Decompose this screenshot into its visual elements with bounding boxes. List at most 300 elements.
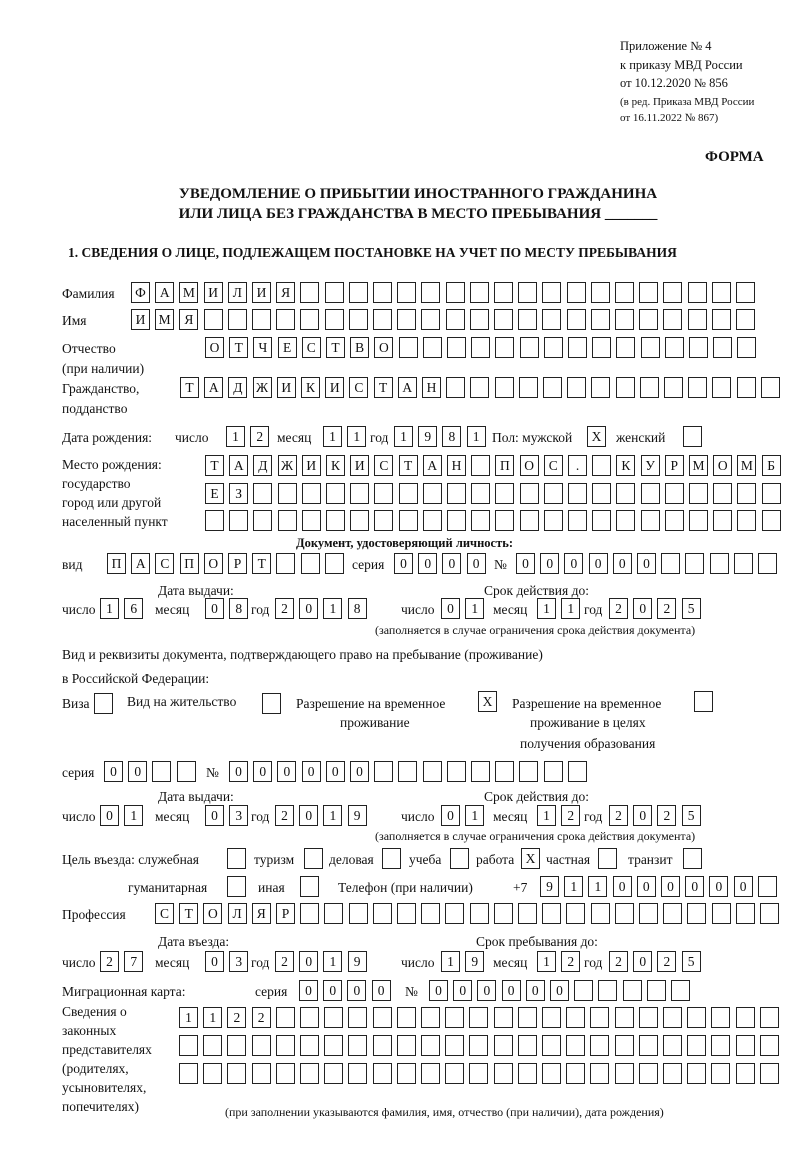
- letter-cell[interactable]: [647, 980, 666, 1001]
- letter-cell[interactable]: [712, 282, 731, 303]
- letter-cell[interactable]: [663, 282, 682, 303]
- letter-cell[interactable]: [664, 377, 683, 398]
- letter-cell[interactable]: [760, 1063, 779, 1084]
- letter-cell[interactable]: 8: [229, 598, 248, 619]
- letter-cell[interactable]: [373, 1063, 392, 1084]
- letter-cell[interactable]: [566, 1063, 585, 1084]
- letter-cell[interactable]: 0: [104, 761, 123, 782]
- letter-cell[interactable]: [736, 1063, 755, 1084]
- letter-cell[interactable]: [276, 553, 295, 574]
- letter-cell[interactable]: [471, 483, 490, 504]
- letter-cell[interactable]: 0: [205, 951, 224, 972]
- letter-cell[interactable]: Т: [179, 903, 198, 924]
- letter-cell[interactable]: О: [204, 553, 223, 574]
- letter-cell[interactable]: 9: [348, 951, 367, 972]
- letter-cell[interactable]: 6: [124, 598, 143, 619]
- letter-cell[interactable]: 1: [537, 598, 556, 619]
- letter-cell[interactable]: [276, 309, 295, 330]
- letter-cell[interactable]: [421, 282, 440, 303]
- letter-cell[interactable]: 2: [609, 805, 628, 826]
- letter-cell[interactable]: [399, 510, 418, 531]
- letter-cell[interactable]: [447, 483, 466, 504]
- letter-cell[interactable]: А: [423, 455, 442, 476]
- letter-cell[interactable]: [276, 1063, 295, 1084]
- letter-cell[interactable]: [685, 553, 704, 574]
- letter-cell[interactable]: 1: [100, 598, 119, 619]
- letter-cell[interactable]: [544, 510, 563, 531]
- letter-cell[interactable]: [470, 309, 489, 330]
- letter-cell[interactable]: [665, 510, 684, 531]
- letter-cell[interactable]: [300, 903, 319, 924]
- letter-cell[interactable]: [423, 483, 442, 504]
- letter-cell[interactable]: [519, 377, 538, 398]
- letter-cell[interactable]: [574, 980, 593, 1001]
- letter-cell[interactable]: И: [277, 377, 296, 398]
- letter-cell[interactable]: [736, 1035, 755, 1056]
- letter-cell[interactable]: Ж: [253, 377, 272, 398]
- letter-cell[interactable]: [494, 309, 513, 330]
- letter-cell[interactable]: [543, 377, 562, 398]
- letter-cell[interactable]: [713, 337, 732, 358]
- letter-cell[interactable]: [641, 510, 660, 531]
- letter-cell[interactable]: [712, 309, 731, 330]
- letter-cell[interactable]: [252, 1063, 271, 1084]
- letter-cell[interactable]: 0: [637, 553, 656, 574]
- checkbox-cell[interactable]: X: [521, 848, 540, 869]
- letter-cell[interactable]: [639, 1035, 658, 1056]
- letter-cell[interactable]: А: [204, 377, 223, 398]
- letter-cell[interactable]: Я: [276, 282, 295, 303]
- letter-cell[interactable]: [592, 337, 611, 358]
- letter-cell[interactable]: О: [520, 455, 539, 476]
- letter-cell[interactable]: 2: [275, 598, 294, 619]
- letter-cell[interactable]: [542, 1035, 561, 1056]
- letter-cell[interactable]: [301, 553, 320, 574]
- letter-cell[interactable]: [615, 903, 634, 924]
- letter-cell[interactable]: [661, 553, 680, 574]
- letter-cell[interactable]: [470, 282, 489, 303]
- letter-cell[interactable]: 0: [205, 598, 224, 619]
- letter-cell[interactable]: [177, 761, 196, 782]
- checkbox-cell[interactable]: [300, 876, 319, 897]
- letter-cell[interactable]: [326, 510, 345, 531]
- letter-cell[interactable]: [349, 282, 368, 303]
- letter-cell[interactable]: М: [179, 282, 198, 303]
- letter-cell[interactable]: [495, 377, 514, 398]
- letter-cell[interactable]: [689, 483, 708, 504]
- letter-cell[interactable]: [229, 510, 248, 531]
- letter-cell[interactable]: [374, 483, 393, 504]
- letter-cell[interactable]: 0: [277, 761, 296, 782]
- letter-cell[interactable]: [470, 903, 489, 924]
- letter-cell[interactable]: 0: [299, 598, 318, 619]
- letter-cell[interactable]: Д: [253, 455, 272, 476]
- letter-cell[interactable]: Т: [229, 337, 248, 358]
- letter-cell[interactable]: [542, 309, 561, 330]
- letter-cell[interactable]: [520, 337, 539, 358]
- letter-cell[interactable]: [397, 282, 416, 303]
- letter-cell[interactable]: [639, 282, 658, 303]
- letter-cell[interactable]: Н: [447, 455, 466, 476]
- letter-cell[interactable]: 2: [100, 951, 119, 972]
- letter-cell[interactable]: [615, 309, 634, 330]
- letter-cell[interactable]: 0: [685, 876, 704, 897]
- letter-cell[interactable]: 1: [561, 598, 580, 619]
- letter-cell[interactable]: [397, 309, 416, 330]
- letter-cell[interactable]: 2: [275, 951, 294, 972]
- checkbox-cell[interactable]: [382, 848, 401, 869]
- letter-cell[interactable]: [423, 761, 442, 782]
- letter-cell[interactable]: [616, 377, 635, 398]
- letter-cell[interactable]: К: [326, 455, 345, 476]
- letter-cell[interactable]: 0: [633, 951, 652, 972]
- letter-cell[interactable]: И: [204, 282, 223, 303]
- checkbox-cell[interactable]: [598, 848, 617, 869]
- letter-cell[interactable]: [688, 282, 707, 303]
- letter-cell[interactable]: [348, 1007, 367, 1028]
- letter-cell[interactable]: С: [544, 455, 563, 476]
- letter-cell[interactable]: Н: [422, 377, 441, 398]
- letter-cell[interactable]: А: [398, 377, 417, 398]
- letter-cell[interactable]: [421, 1063, 440, 1084]
- letter-cell[interactable]: 1: [537, 805, 556, 826]
- letter-cell[interactable]: [227, 1063, 246, 1084]
- letter-cell[interactable]: [518, 903, 537, 924]
- letter-cell[interactable]: 0: [100, 805, 119, 826]
- letter-cell[interactable]: 1: [124, 805, 143, 826]
- letter-cell[interactable]: [397, 1007, 416, 1028]
- checkbox-cell[interactable]: [227, 876, 246, 897]
- letter-cell[interactable]: [688, 309, 707, 330]
- letter-cell[interactable]: [615, 1063, 634, 1084]
- letter-cell[interactable]: И: [252, 282, 271, 303]
- letter-cell[interactable]: [520, 510, 539, 531]
- letter-cell[interactable]: [760, 903, 779, 924]
- letter-cell[interactable]: Ф: [131, 282, 150, 303]
- letter-cell[interactable]: [445, 1063, 464, 1084]
- letter-cell[interactable]: [495, 761, 514, 782]
- letter-cell[interactable]: [712, 903, 731, 924]
- checkbox-cell[interactable]: X: [478, 691, 497, 712]
- letter-cell[interactable]: [204, 309, 223, 330]
- letter-cell[interactable]: [520, 483, 539, 504]
- letter-cell[interactable]: [205, 510, 224, 531]
- letter-cell[interactable]: 1: [441, 951, 460, 972]
- letter-cell[interactable]: 0: [418, 553, 437, 574]
- letter-cell[interactable]: [399, 483, 418, 504]
- letter-cell[interactable]: [590, 1063, 609, 1084]
- letter-cell[interactable]: [663, 903, 682, 924]
- letter-cell[interactable]: [591, 282, 610, 303]
- letter-cell[interactable]: [494, 1007, 513, 1028]
- letter-cell[interactable]: П: [107, 553, 126, 574]
- letter-cell[interactable]: [373, 1035, 392, 1056]
- letter-cell[interactable]: .: [568, 455, 587, 476]
- letter-cell[interactable]: [494, 1035, 513, 1056]
- letter-cell[interactable]: 2: [609, 598, 628, 619]
- letter-cell[interactable]: 0: [323, 980, 342, 1001]
- letter-cell[interactable]: [687, 1035, 706, 1056]
- letter-cell[interactable]: Т: [399, 455, 418, 476]
- letter-cell[interactable]: [421, 1007, 440, 1028]
- letter-cell[interactable]: [568, 483, 587, 504]
- letter-cell[interactable]: [567, 282, 586, 303]
- letter-cell[interactable]: 9: [540, 876, 559, 897]
- letter-cell[interactable]: 0: [442, 553, 461, 574]
- letter-cell[interactable]: О: [203, 903, 222, 924]
- letter-cell[interactable]: [397, 903, 416, 924]
- letter-cell[interactable]: [737, 337, 756, 358]
- letter-cell[interactable]: 1: [465, 805, 484, 826]
- letter-cell[interactable]: [326, 483, 345, 504]
- letter-cell[interactable]: 1: [465, 598, 484, 619]
- letter-cell[interactable]: [495, 510, 514, 531]
- letter-cell[interactable]: 0: [429, 980, 448, 1001]
- letter-cell[interactable]: [445, 1007, 464, 1028]
- letter-cell[interactable]: [663, 1063, 682, 1084]
- letter-cell[interactable]: [566, 1035, 585, 1056]
- letter-cell[interactable]: [761, 377, 780, 398]
- letter-cell[interactable]: [300, 309, 319, 330]
- letter-cell[interactable]: [615, 1035, 634, 1056]
- letter-cell[interactable]: [623, 980, 642, 1001]
- letter-cell[interactable]: 2: [252, 1007, 271, 1028]
- letter-cell[interactable]: [663, 1035, 682, 1056]
- letter-cell[interactable]: [688, 377, 707, 398]
- letter-cell[interactable]: [566, 1007, 585, 1028]
- letter-cell[interactable]: 1: [203, 1007, 222, 1028]
- letter-cell[interactable]: 3: [229, 951, 248, 972]
- letter-cell[interactable]: 2: [250, 426, 269, 447]
- letter-cell[interactable]: 0: [441, 805, 460, 826]
- letter-cell[interactable]: Т: [252, 553, 271, 574]
- letter-cell[interactable]: [590, 1007, 609, 1028]
- letter-cell[interactable]: [639, 309, 658, 330]
- letter-cell[interactable]: 0: [326, 761, 345, 782]
- letter-cell[interactable]: [615, 282, 634, 303]
- letter-cell[interactable]: [641, 337, 660, 358]
- letter-cell[interactable]: [591, 377, 610, 398]
- letter-cell[interactable]: [639, 1007, 658, 1028]
- letter-cell[interactable]: 0: [540, 553, 559, 574]
- letter-cell[interactable]: Р: [228, 553, 247, 574]
- letter-cell[interactable]: [446, 309, 465, 330]
- letter-cell[interactable]: [324, 1063, 343, 1084]
- letter-cell[interactable]: [544, 337, 563, 358]
- letter-cell[interactable]: 5: [682, 598, 701, 619]
- letter-cell[interactable]: 0: [467, 553, 486, 574]
- letter-cell[interactable]: Т: [326, 337, 345, 358]
- letter-cell[interactable]: 0: [477, 980, 496, 1001]
- letter-cell[interactable]: [736, 1007, 755, 1028]
- checkbox-cell[interactable]: [94, 693, 113, 714]
- letter-cell[interactable]: [446, 282, 465, 303]
- letter-cell[interactable]: [421, 903, 440, 924]
- letter-cell[interactable]: [494, 903, 513, 924]
- letter-cell[interactable]: 0: [589, 553, 608, 574]
- letter-cell[interactable]: [445, 1035, 464, 1056]
- letter-cell[interactable]: [641, 483, 660, 504]
- letter-cell[interactable]: Е: [205, 483, 224, 504]
- letter-cell[interactable]: Б: [762, 455, 781, 476]
- letter-cell[interactable]: [760, 1007, 779, 1028]
- letter-cell[interactable]: [447, 510, 466, 531]
- letter-cell[interactable]: 0: [661, 876, 680, 897]
- letter-cell[interactable]: [276, 1035, 295, 1056]
- letter-cell[interactable]: [495, 337, 514, 358]
- letter-cell[interactable]: 8: [442, 426, 461, 447]
- letter-cell[interactable]: 1: [323, 598, 342, 619]
- letter-cell[interactable]: [713, 483, 732, 504]
- letter-cell[interactable]: 0: [564, 553, 583, 574]
- letter-cell[interactable]: [592, 455, 611, 476]
- letter-cell[interactable]: 9: [465, 951, 484, 972]
- letter-cell[interactable]: [446, 377, 465, 398]
- letter-cell[interactable]: [687, 1007, 706, 1028]
- letter-cell[interactable]: [324, 903, 343, 924]
- letter-cell[interactable]: [736, 309, 755, 330]
- letter-cell[interactable]: [737, 483, 756, 504]
- letter-cell[interactable]: [590, 1035, 609, 1056]
- letter-cell[interactable]: [758, 876, 777, 897]
- letter-cell[interactable]: [373, 282, 392, 303]
- checkbox-cell[interactable]: X: [587, 426, 606, 447]
- letter-cell[interactable]: [640, 377, 659, 398]
- letter-cell[interactable]: [591, 903, 610, 924]
- letter-cell[interactable]: [469, 1035, 488, 1056]
- letter-cell[interactable]: К: [301, 377, 320, 398]
- letter-cell[interactable]: [542, 1063, 561, 1084]
- letter-cell[interactable]: [712, 377, 731, 398]
- letter-cell[interactable]: [300, 1035, 319, 1056]
- letter-cell[interactable]: А: [131, 553, 150, 574]
- letter-cell[interactable]: 2: [657, 951, 676, 972]
- letter-cell[interactable]: [566, 903, 585, 924]
- letter-cell[interactable]: 1: [467, 426, 486, 447]
- letter-cell[interactable]: [518, 1007, 537, 1028]
- letter-cell[interactable]: М: [737, 455, 756, 476]
- letter-cell[interactable]: Л: [228, 282, 247, 303]
- letter-cell[interactable]: [711, 1063, 730, 1084]
- letter-cell[interactable]: Р: [665, 455, 684, 476]
- letter-cell[interactable]: [518, 1035, 537, 1056]
- letter-cell[interactable]: О: [713, 455, 732, 476]
- letter-cell[interactable]: З: [229, 483, 248, 504]
- letter-cell[interactable]: [518, 282, 537, 303]
- letter-cell[interactable]: [639, 903, 658, 924]
- letter-cell[interactable]: 0: [502, 980, 521, 1001]
- letter-cell[interactable]: [542, 1007, 561, 1028]
- letter-cell[interactable]: 3: [229, 805, 248, 826]
- letter-cell[interactable]: 1: [564, 876, 583, 897]
- letter-cell[interactable]: 2: [561, 805, 580, 826]
- letter-cell[interactable]: [397, 1035, 416, 1056]
- letter-cell[interactable]: [518, 1063, 537, 1084]
- letter-cell[interactable]: [252, 1035, 271, 1056]
- letter-cell[interactable]: 0: [734, 876, 753, 897]
- letter-cell[interactable]: 0: [709, 876, 728, 897]
- letter-cell[interactable]: [152, 761, 171, 782]
- letter-cell[interactable]: А: [155, 282, 174, 303]
- letter-cell[interactable]: [592, 510, 611, 531]
- letter-cell[interactable]: [760, 1035, 779, 1056]
- letter-cell[interactable]: А: [229, 455, 248, 476]
- letter-cell[interactable]: [445, 903, 464, 924]
- letter-cell[interactable]: [598, 980, 617, 1001]
- letter-cell[interactable]: 1: [347, 426, 366, 447]
- letter-cell[interactable]: [423, 510, 442, 531]
- letter-cell[interactable]: [689, 337, 708, 358]
- letter-cell[interactable]: С: [349, 377, 368, 398]
- letter-cell[interactable]: 2: [609, 951, 628, 972]
- letter-cell[interactable]: [349, 309, 368, 330]
- letter-cell[interactable]: 5: [682, 805, 701, 826]
- letter-cell[interactable]: [713, 510, 732, 531]
- letter-cell[interactable]: [639, 1063, 658, 1084]
- letter-cell[interactable]: 0: [372, 980, 391, 1001]
- letter-cell[interactable]: О: [205, 337, 224, 358]
- letter-cell[interactable]: [519, 761, 538, 782]
- letter-cell[interactable]: М: [689, 455, 708, 476]
- letter-cell[interactable]: 0: [613, 876, 632, 897]
- letter-cell[interactable]: 0: [128, 761, 147, 782]
- letter-cell[interactable]: 1: [226, 426, 245, 447]
- checkbox-cell[interactable]: [304, 848, 323, 869]
- letter-cell[interactable]: Т: [180, 377, 199, 398]
- letter-cell[interactable]: В: [350, 337, 369, 358]
- letter-cell[interactable]: [203, 1035, 222, 1056]
- letter-cell[interactable]: [179, 1035, 198, 1056]
- letter-cell[interactable]: [762, 510, 781, 531]
- letter-cell[interactable]: [469, 1063, 488, 1084]
- letter-cell[interactable]: 1: [323, 426, 342, 447]
- letter-cell[interactable]: [471, 337, 490, 358]
- letter-cell[interactable]: 0: [299, 980, 318, 1001]
- letter-cell[interactable]: [470, 377, 489, 398]
- letter-cell[interactable]: [447, 761, 466, 782]
- letter-cell[interactable]: 2: [657, 598, 676, 619]
- letter-cell[interactable]: [447, 337, 466, 358]
- letter-cell[interactable]: 1: [537, 951, 556, 972]
- letter-cell[interactable]: [758, 553, 777, 574]
- letter-cell[interactable]: [544, 761, 563, 782]
- letter-cell[interactable]: [736, 903, 755, 924]
- letter-cell[interactable]: [325, 309, 344, 330]
- letter-cell[interactable]: И: [131, 309, 150, 330]
- letter-cell[interactable]: [737, 510, 756, 531]
- letter-cell[interactable]: [736, 282, 755, 303]
- letter-cell[interactable]: [544, 483, 563, 504]
- letter-cell[interactable]: 2: [227, 1007, 246, 1028]
- checkbox-cell[interactable]: [450, 848, 469, 869]
- letter-cell[interactable]: Я: [252, 903, 271, 924]
- letter-cell[interactable]: 1: [394, 426, 413, 447]
- letter-cell[interactable]: [665, 483, 684, 504]
- letter-cell[interactable]: [567, 309, 586, 330]
- letter-cell[interactable]: [373, 903, 392, 924]
- letter-cell[interactable]: 0: [347, 980, 366, 1001]
- letter-cell[interactable]: С: [374, 455, 393, 476]
- letter-cell[interactable]: [710, 553, 729, 574]
- letter-cell[interactable]: [253, 510, 272, 531]
- letter-cell[interactable]: [494, 282, 513, 303]
- letter-cell[interactable]: Ж: [278, 455, 297, 476]
- letter-cell[interactable]: 0: [637, 876, 656, 897]
- letter-cell[interactable]: П: [495, 455, 514, 476]
- letter-cell[interactable]: 8: [348, 598, 367, 619]
- letter-cell[interactable]: Т: [205, 455, 224, 476]
- letter-cell[interactable]: 0: [299, 951, 318, 972]
